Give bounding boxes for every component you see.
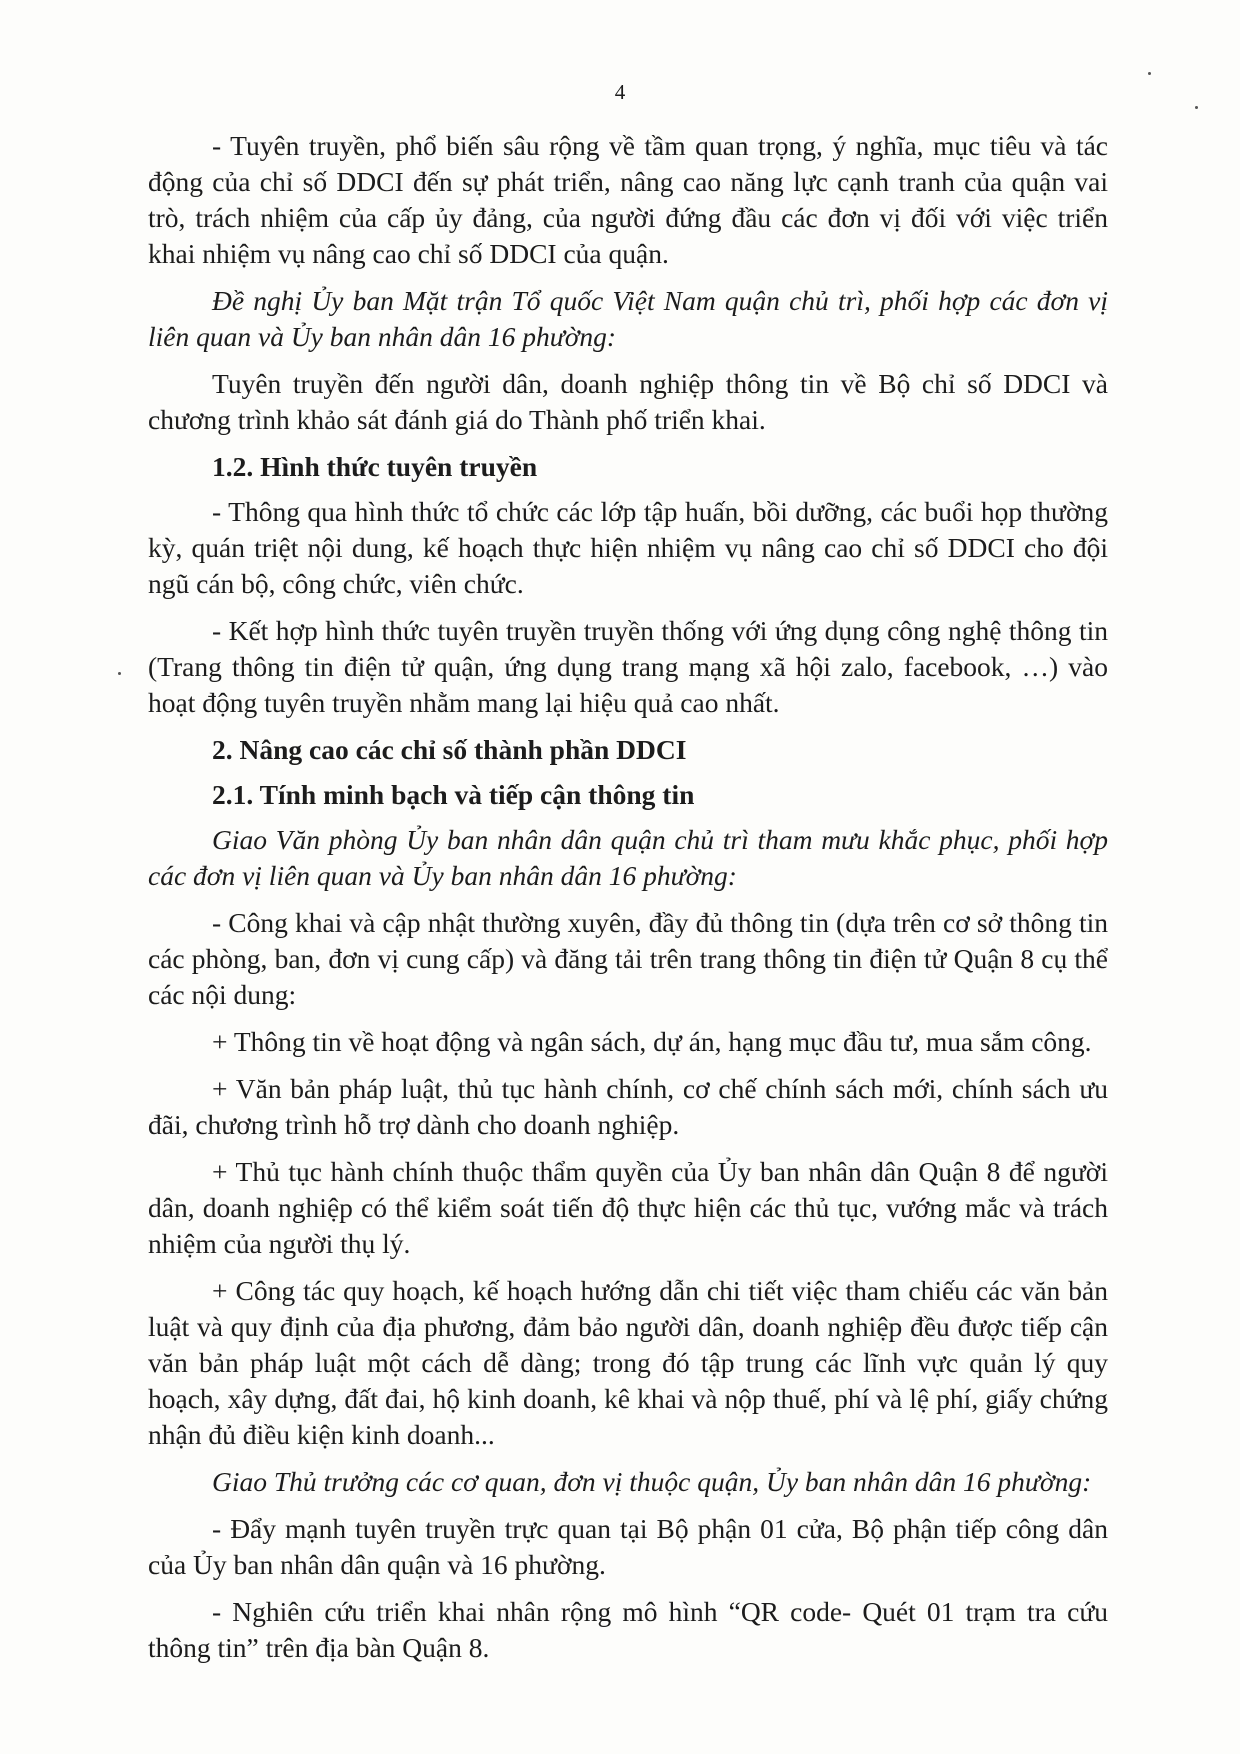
section-heading: 2.1. Tính minh bạch và tiếp cận thông tin <box>212 779 695 810</box>
assignment-paragraph: Giao Thủ trưởng các cơ quan, đơn vị thuộc quận, Ủy ban nhân dân 16 phường: <box>212 1466 1092 1497</box>
list-item: + Thủ tục hành chính thuộc thẩm quyền của Ủy ban nhân dân Quận 8 để người dân, doanh nghiệp có thể kiểm soát tiến độ thực hiện các thủ tục, vướng mắc và trách nhiệm của người thụ lý. <box>148 1156 1108 1259</box>
paragraph: Tuyên truyền đến người dân, doanh nghiệp thông tin về Bộ chỉ số DDCI và chương trình khảo sát đánh giá do Thành phố triển khai. <box>148 368 1108 435</box>
scan-speck <box>1148 72 1151 75</box>
assignment-paragraph: Giao Văn phòng Ủy ban nhân dân quận chủ trì tham mưu khắc phục, phối hợp các đơn vị liên quan và Ủy ban nhân dân 16 phường: <box>148 824 1108 891</box>
assignment-paragraph: Đề nghị Ủy ban Mặt trận Tổ quốc Việt Nam quận chủ trì, phối hợp các đơn vị liên quan và Ủy ban nhân dân 16 phường: <box>148 285 1108 352</box>
scan-speck <box>1195 106 1198 109</box>
section-heading: 1.2. Hình thức tuyên truyền <box>212 451 538 482</box>
list-item: + Công tác quy hoạch, kế hoạch hướng dẫn chi tiết việc tham chiếu các văn bản luật và quy định của địa phương, đảm bảo người dân, doanh nghiệp đều được tiếp cận văn bản pháp luật một cách dễ dàng; trong đó tập trung các lĩnh vực quản lý quy hoạch, xây dựng, đất đai, hộ kinh doanh, kê khai và nộp thuế, phí và lệ phí, giấy chứng nhận đủ điều kiện kinh doanh... <box>148 1275 1108 1450</box>
paragraph: - Tuyên truyền, phổ biến sâu rộng về tầm quan trọng, ý nghĩa, mục tiêu và tác động của chỉ số DDCI đến sự phát triển, nâng cao năng lực cạnh tranh của quận vai trò, trách nhiệm của cấp ủy đảng, của người đứng đầu các đơn vị đối với việc triển khai nhiệm vụ nâng cao chỉ số DDCI của quận. <box>148 130 1108 269</box>
section-heading: 2. Nâng cao các chỉ số thành phần DDCI <box>212 734 687 765</box>
paragraph: - Kết hợp hình thức tuyên truyền truyền thống với ứng dụng công nghệ thông tin (Trang thông tin điện tử quận, ứng dụng trang mạng xã hội zalo, facebook, …) vào hoạt động tuyên truyền nhằm mang lại hiệu quả cao nhất. <box>148 615 1108 718</box>
paragraph: - Công khai và cập nhật thường xuyên, đầy đủ thông tin (dựa trên cơ sở thông tin các phòng, ban, đơn vị cung cấp) và đăng tải trên trang thông tin điện tử Quận 8 cụ thể các nội dung: <box>148 907 1108 1010</box>
list-item: + Văn bản pháp luật, thủ tục hành chính, cơ chế chính sách mới, chính sách ưu đãi, chương trình hỗ trợ dành cho doanh nghiệp. <box>148 1073 1108 1140</box>
page-number: 4 <box>614 80 626 104</box>
paragraph: - Đẩy mạnh tuyên truyền trực quan tại Bộ phận 01 cửa, Bộ phận tiếp công dân của Ủy ban nhân dân quận và 16 phường. <box>148 1513 1108 1580</box>
paragraph: - Nghiên cứu triển khai nhân rộng mô hình “QR code- Quét 01 trạm tra cứu thông tin” trên địa bàn Quận 8. <box>148 1596 1108 1663</box>
document-body <box>148 128 1108 1677</box>
paragraph: - Thông qua hình thức tổ chức các lớp tập huấn, bồi dưỡng, các buổi họp thường kỳ, quán triệt nội dung, kế hoạch thực hiện nhiệm vụ nâng cao chỉ số DDCI cho đội ngũ cán bộ, công chức, viên chức. <box>148 496 1108 599</box>
list-item: + Thông tin về hoạt động và ngân sách, dự án, hạng mục đầu tư, mua sắm công. <box>212 1026 1092 1057</box>
scan-speck <box>118 672 121 675</box>
